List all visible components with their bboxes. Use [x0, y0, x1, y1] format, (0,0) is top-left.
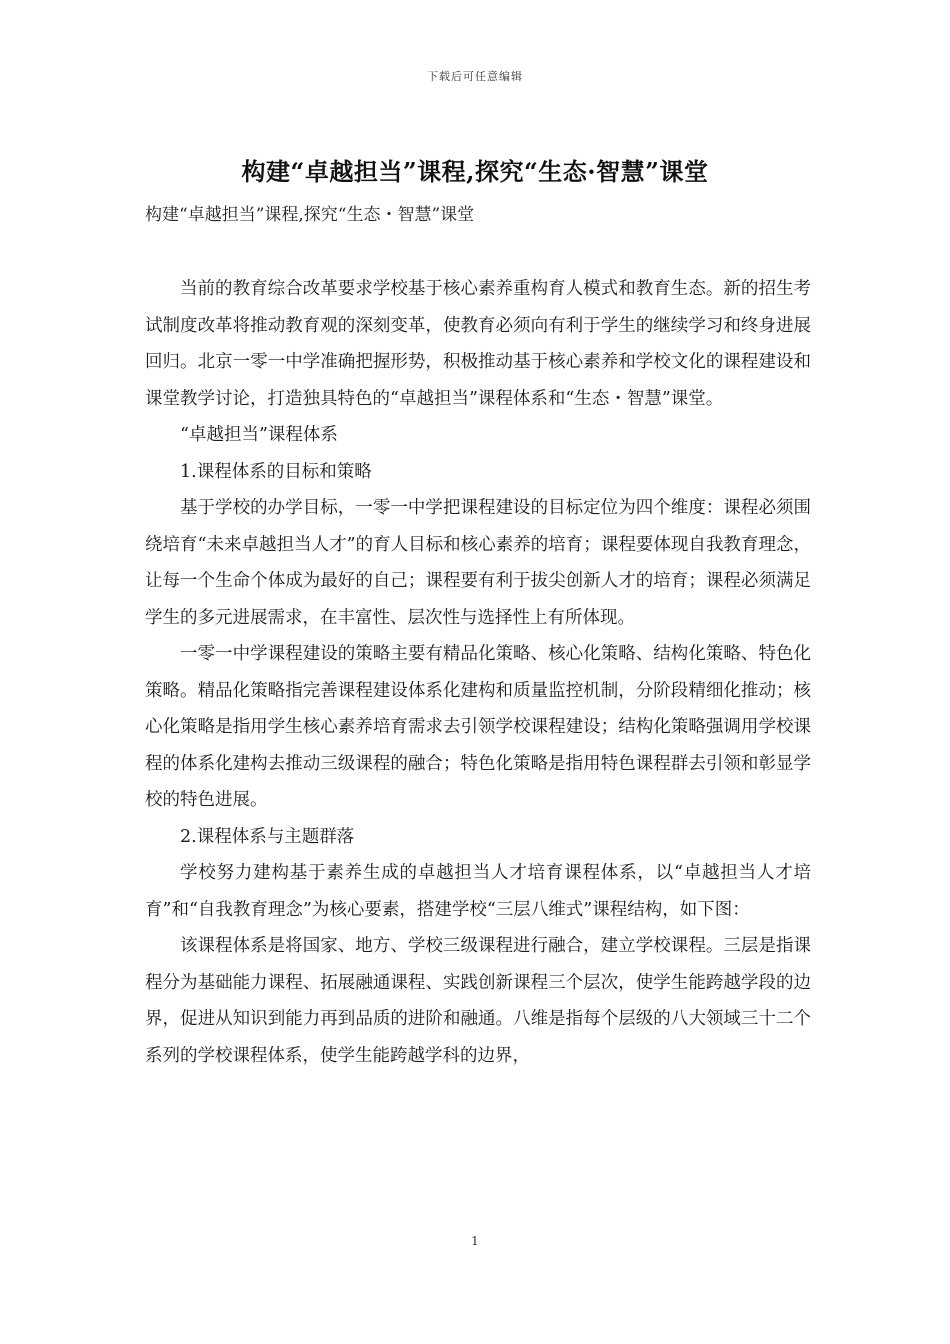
paragraph-three-layers: 该课程体系是将国家、地方、学校三级课程进行融合，建立学校课程。三层是指课程分为基础能力课程、拓展融通课程、实践创新课程三个层次，使学生能跨越学段的边界，促进从知识到能力再到品质的进阶和融通。八维是指每个层级的八大领域三十二个系列的学校课程体系，使学生能跨越学科的边界，: [145, 936, 811, 1066]
paragraph-goals: 基于学校的办学目标，一零一中学把课程建设的目标定位为四个维度：课程必须围绕培育“未来卓越担当人才”的育人目标和核心素养的培育；课程要体现自我教育理念，让每一个生命个体成为最好的自己；课程要有利于拔尖创新人才的培育；课程必须满足学生的多元进展需求，在丰富性、层次性与选择性上有所体现。: [145, 498, 811, 628]
section-heading-course-system: “卓越担当”课程体系: [180, 425, 338, 445]
paragraph-structure: 学校努力建构基于素养生成的卓越担当人才培育课程体系，以“卓越担当人才培育”和“自我教育理念”为核心要素，搭建学校“三层八维式”课程结构，如下图：: [145, 863, 811, 920]
document-title: 构建“卓越担当”课程,探究“生态·智慧”课堂: [241, 157, 709, 186]
paragraph-strategies: 一零一中学课程建设的策略主要有精品化策略、核心化策略、结构化策略、特色化策略。精品化策略指完善课程建设体系化建构和质量监控机制，分阶段精细化推动；核心化策略是指用学生核心素养培育需求去引领学校课程建设；结构化策略强调用学校课程的体系化建构去推动三级课程的融合；特色化策略是指用特色课程群去引领和彰显学校的特色进展。: [145, 644, 811, 810]
page-header-note: 下载后可任意编辑: [427, 70, 523, 83]
paragraph-intro: 当前的教育综合改革要求学校基于核心素养重构育人模式和教育生态。新的招生考试制度改革将推动教育观的深刻变革，使教育必须向有利于学生的继续学习和终身进展回归。北京一零一中学准确把握形势，积极推动基于核心素养和学校文化的课程建设和课堂教学讨论，打造独具特色的“卓越担当”课程体系和“生态・智慧”课堂。: [145, 279, 811, 409]
document-body: [145, 271, 811, 1074]
page-number: 1: [471, 1234, 479, 1248]
subsection-heading-goals-strategies: 1.课程体系的目标和策略: [180, 461, 372, 482]
document-subtitle: 构建“卓越担当”课程,探究“生态・智慧”课堂: [145, 205, 475, 225]
subsection-heading-system-clusters: 2.课程体系与主题群落: [180, 826, 355, 847]
